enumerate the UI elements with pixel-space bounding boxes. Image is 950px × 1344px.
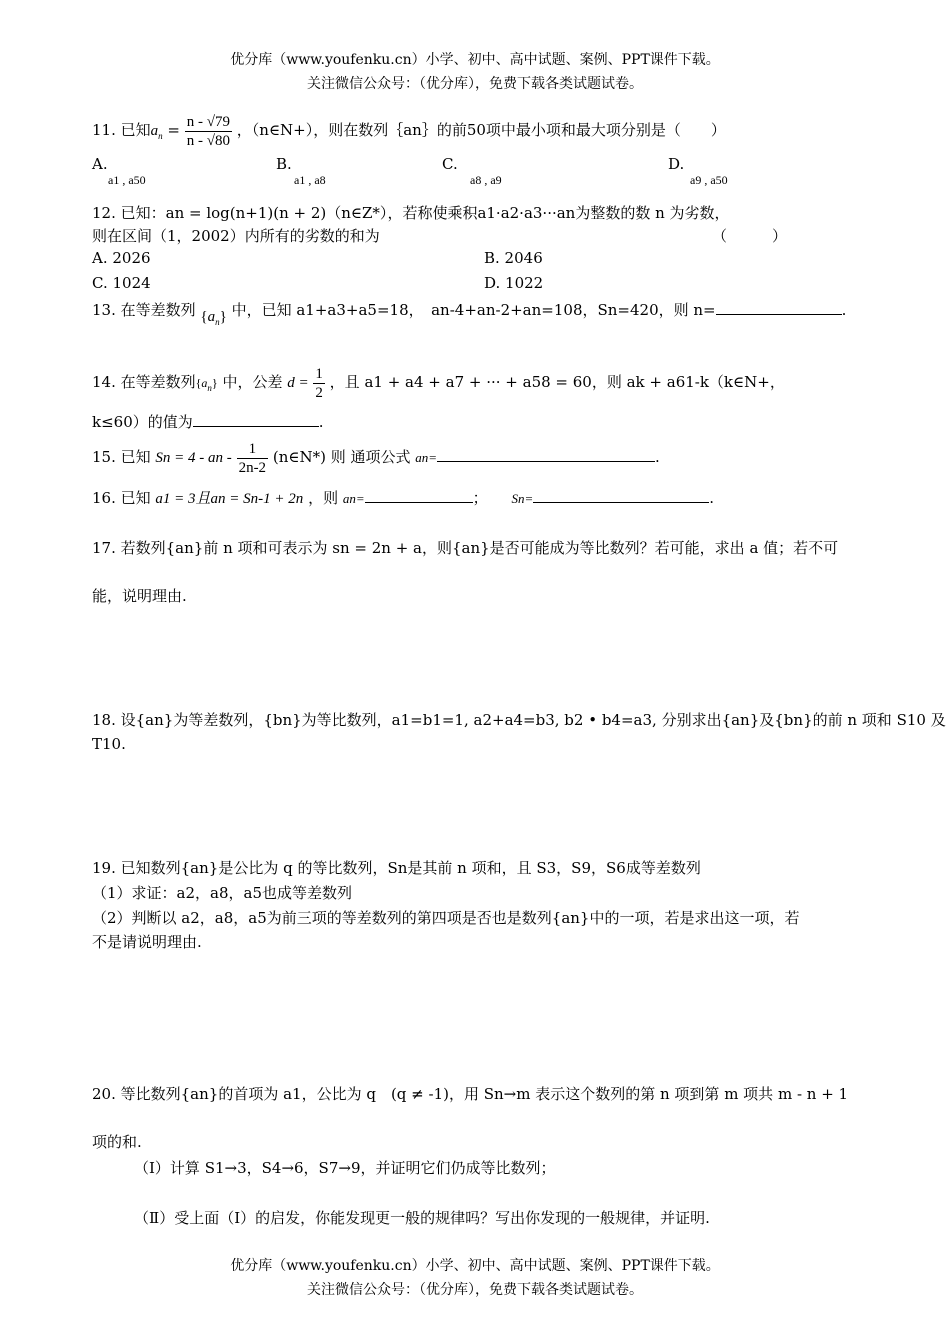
question-15-intro: 15. 已知: [92, 448, 151, 466]
question-16-intro: 16. 已知: [92, 489, 151, 507]
question-15-an: an=: [415, 450, 438, 465]
question-16-end: .: [709, 489, 715, 507]
question-16: [92, 488, 714, 509]
question-16-separator: ；: [472, 489, 488, 507]
question-14-text: 中，公差: [222, 373, 283, 391]
question-19-line-1: 19. 已知数列{an}是公比为 q 的等比数列，Sn是其前 n 项和，且 S3，S9，S6成等差数列: [92, 859, 701, 877]
question-16-expression: a1 = 3且an = Sn-1 + 2n: [155, 491, 304, 507]
question-18-line-2: T10.: [92, 735, 126, 753]
question-17-line-2: 能，说明理由.: [92, 587, 187, 605]
q12-option-c: C. 1024: [92, 274, 151, 292]
fraction-denominator: 2n-2: [238, 459, 267, 476]
question-20-line-2: 项的和.: [92, 1133, 142, 1151]
q12-option-d: D. 1022: [484, 274, 544, 292]
header-line-2: 关注微信公众号：（优分库），免费下载各类试题试卷。: [307, 76, 643, 92]
question-15-text: (n∈N*) 则 通项公式: [272, 448, 411, 466]
question-13-end: .: [841, 301, 847, 319]
question-11-numerator: n - √79: [186, 113, 230, 130]
question-12-line-2: 则在区间（1，2002）内所有的劣数的和为: [92, 227, 380, 245]
sequence-brace: $\{a_n\}$: [195, 376, 218, 393]
sequence-brace: $\{a_n\}$: [200, 309, 227, 327]
question-11: 11. 已知$a_n$ = $\frac{n - √79}{n - √80}$ ，（n∈N+），则在数列｛an｝的前50项中最小项和最大项分别是（ ）: [92, 113, 726, 149]
question-11-fraction: [185, 113, 232, 150]
q12-option-a: A. 2026: [92, 249, 151, 267]
q11-option-c-value: a8 , a9: [470, 173, 502, 187]
q11-option-b-value: a1 , a8: [294, 173, 326, 187]
fraction-denominator: 2: [315, 384, 323, 401]
question-15-expression: Sn = 4 - an -: [155, 450, 232, 466]
question-13-intro: 13. 在等差数列: [92, 301, 196, 319]
question-14: [92, 362, 785, 408]
question-16-then: ，则: [308, 489, 339, 507]
fraction-numerator: 1: [315, 365, 323, 382]
q12-option-b: B. 2046: [484, 249, 543, 267]
question-14-line-2-text: k≤60）的值为: [92, 413, 193, 431]
question-16-sn: Sn=: [511, 491, 534, 506]
question-20-part-2: （Ⅱ）受上面（Ⅰ）的启发，你能发现更一般的规律吗？写出你发现的一般规律，并证明.: [134, 1209, 710, 1227]
question-14-fraction: [313, 365, 325, 402]
question-11-number: 11.: [92, 121, 116, 139]
question-14-answer-blank: [193, 412, 319, 427]
q11-option-b-label: B.: [276, 155, 292, 173]
question-18-line-1: 18. 设{an}为等差数列，{bn}为等比数列，a1=b1=1, a2+a4=b3, b2 • b4=a3, 分别求出{an}及{bn}的前 n 项和 S10 及: [92, 711, 946, 729]
question-19-line-2: （1）求证：a2，a8，a5也成等差数列: [92, 884, 353, 902]
question-15-fraction: [237, 440, 269, 477]
q11-option-a-label: A.: [92, 155, 108, 173]
question-14-intro: 14. 在等差数列: [92, 373, 196, 391]
fraction-numerator: 1: [237, 440, 269, 459]
q11-option-a-value: a1 , a50: [108, 173, 146, 187]
question-20-line-1: 20. 等比数列{an}的首项为 a1，公比为 q (q ≠ -1)，用 Sn→m 表示这个数列的第 n 项到第 m 项共 m - n + 1: [92, 1085, 849, 1103]
question-20-part-1: （Ⅰ）计算 S1→3，S4→6，S7→9，并证明它们仍成等比数列；: [134, 1159, 556, 1177]
question-11-condition: ，（n∈N+），则在数列｛an｝的前50项中最小项和最大项分别是（ ）: [236, 121, 726, 139]
q11-option-d-value: a9 , a50: [690, 173, 728, 187]
question-15-end: .: [655, 448, 660, 466]
question-13-text: 中，已知 a1+a3+a5=18， an-4+an-2+an=108，Sn=420，则 n=: [231, 301, 716, 319]
question-13: [92, 300, 846, 332]
question-12-line-1: 12. 已知：an = log(n+1)(n + 2)（n∈Z*），若称使乘积a1·a2·a3···an为整数的数 n 为劣数，: [92, 204, 730, 222]
footer-line-2: 关注微信公众号：（优分库），免费下载各类试题试卷。: [307, 1282, 643, 1298]
q11-option-c-label: C.: [442, 155, 458, 173]
question-11-intro: 已知: [120, 121, 151, 139]
question-15-answer-blank: [437, 447, 655, 462]
question-14-end: .: [318, 413, 324, 431]
question-11-denominator: n - √80: [186, 132, 230, 149]
question-12-answer-paren: （ ）: [712, 227, 788, 245]
question-16-sn-blank: [533, 488, 709, 503]
question-16-an-blank: [365, 488, 473, 503]
question-14-text-2: ，且 a1 + a4 + a7 + ··· + a58 = 60，则 ak + a61-k（k∈N+，: [329, 373, 785, 391]
question-16-an: an=: [342, 491, 365, 506]
question-15: [92, 437, 660, 478]
header-line-1: 优分库（www.youfenku.cn）小学、初中、高中试题、案例、PPT课件下载。: [230, 52, 720, 68]
question-14-line-2: [92, 412, 324, 432]
q11-option-d-label: D.: [668, 155, 685, 173]
question-17-line-1: 17. 若数列{an}前 n 项和可表示为 sn = 2n + a，则{an}是否可能成为等比数列？若可能，求出 a 值；若不可: [92, 539, 839, 557]
footer-line-1: 优分库（www.youfenku.cn）小学、初中、高中试题、案例、PPT课件下载。: [230, 1258, 720, 1274]
question-14-d: d =: [287, 375, 309, 391]
question-19-line-3: （2）判断以 a2，a8，a5为前三项的等差数列的第四项是否也是数列{an}中的一项，若是求出这一项，若: [92, 909, 800, 927]
question-19-line-4: 不是请说明理由.: [92, 933, 202, 951]
question-13-answer-blank: [716, 300, 842, 315]
